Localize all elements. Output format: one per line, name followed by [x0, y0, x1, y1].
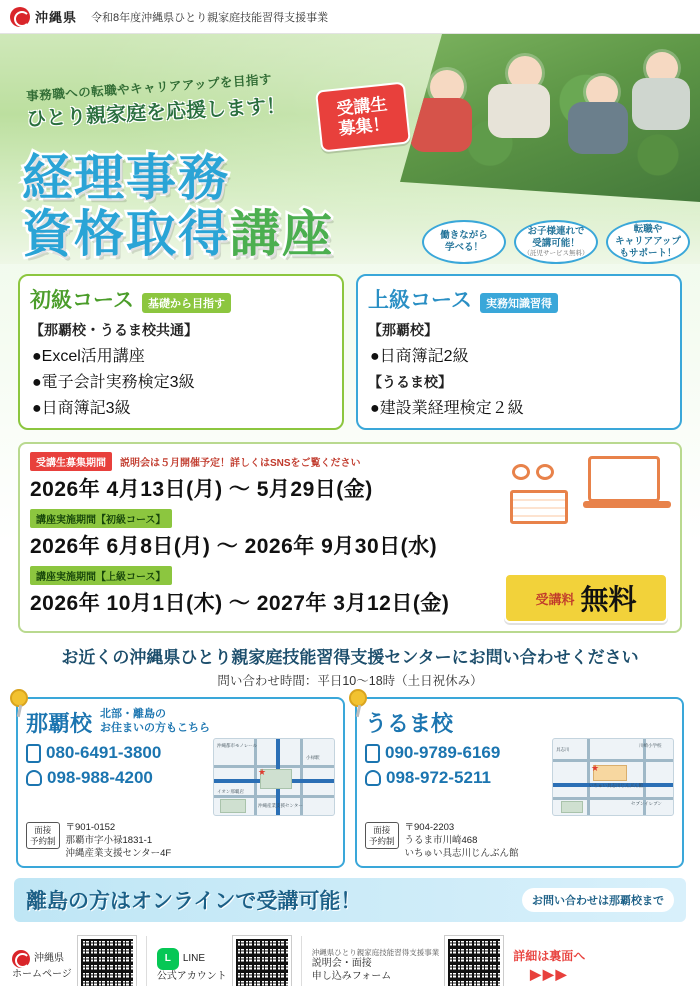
hero-subtitle: ひとり親家庭を応援します！: [25, 95, 287, 131]
hero-feature-bubbles: [422, 220, 690, 264]
pin-icon: [10, 689, 28, 707]
map-label: 具志川: [556, 747, 570, 752]
address-line: 沖縄産業支援センター4F: [65, 847, 172, 859]
laptop-icon: [588, 456, 660, 502]
hero-main-line2: [22, 194, 334, 264]
schedule-row-note: 説明会は５月開催予定！詳しくはSNSをご覧ください: [120, 458, 361, 469]
footer-sublabel: 公式アカウント: [156, 970, 227, 982]
schedule-row-date: 2026年 6月8日(月) ～ 2026年 9月30日(水): [30, 535, 438, 558]
footer-divider: [146, 936, 147, 986]
hero-main-line1: 経理事務: [22, 150, 230, 206]
school-card-naha: [16, 697, 345, 868]
course-group-label: 【那覇校】: [368, 322, 438, 338]
course-title: 上級コース: [368, 289, 472, 312]
header-title: 令和8年度沖縄県ひとり親家庭技能習得支援事業: [91, 11, 329, 24]
course-item: ●建設業経理検定２級: [370, 400, 524, 417]
phone-number[interactable]: 098-988-4200: [47, 768, 153, 787]
schedule-row-header: [30, 566, 492, 585]
hero-photo-children: [400, 34, 700, 202]
qr-code-pref-site[interactable]: [78, 936, 136, 986]
address-line: 〒904-2203: [404, 822, 455, 833]
course-group-label: 【うるま校】: [368, 374, 452, 390]
feature-bubble: [422, 220, 506, 264]
qr-code-form[interactable]: [445, 936, 503, 986]
school-name: うるま校: [365, 711, 454, 736]
footer-sublabel: 申し込みフォーム: [311, 971, 392, 983]
schedule-row-label: 受講生募集期間: [30, 452, 112, 471]
online-banner-text: 離島の方はオンラインで受講可能！: [26, 890, 362, 914]
schedule-rows: [30, 452, 492, 623]
schedule-section: [18, 442, 682, 633]
pin-icon: [349, 689, 367, 707]
photo-child-body: [568, 102, 628, 154]
bubble-line1: 転職や: [633, 224, 663, 236]
map-label: 川崎小学校: [639, 743, 662, 748]
school-body: [365, 738, 674, 816]
feature-bubble: [514, 220, 598, 264]
hero-tagline: 事務職への転職やキャリアアップを目指す: [25, 72, 273, 104]
schedule-row-label: 講座実施期間【上級コース】: [30, 566, 172, 585]
course-header: [368, 284, 670, 314]
reservation-note-line1: 面接: [34, 825, 52, 835]
phone-row[interactable]: [26, 768, 207, 788]
school-address: [405, 822, 519, 860]
photo-child-body: [632, 78, 690, 130]
footer-item-line[interactable]: [157, 936, 291, 986]
school-contact: [26, 738, 207, 816]
school-note-line2: お住まいの方もこちら: [100, 722, 211, 735]
course-item: ●日商簿記3級: [32, 400, 131, 417]
reservation-note-line2: 予約制: [30, 835, 56, 846]
pref-name: 沖縄県: [35, 10, 78, 25]
phone-number[interactable]: 080-6491-3800: [46, 743, 162, 762]
map-label: イオン那覇店: [217, 789, 244, 794]
schedule-row-date: 2026年 4月13日(月) ～ 5月29日(金): [30, 478, 373, 501]
page-footer: [0, 930, 700, 986]
phone-number[interactable]: 098-972-5211: [386, 768, 491, 787]
pref-logo: [10, 7, 77, 27]
address-line: いちゅい具志川じんぶん館: [404, 847, 519, 859]
schedule-illustration-area: [500, 452, 670, 623]
bubble-line2: 受講可能！: [532, 237, 580, 249]
free-badge-value: 無料: [580, 584, 637, 615]
bubble-line3: もサポート！: [619, 247, 677, 259]
glasses-icon: [512, 464, 562, 482]
course-header: [30, 284, 332, 314]
bubble-line1: 働きながら: [440, 230, 488, 242]
school-header: [365, 707, 674, 738]
footer-label: LINE: [182, 953, 206, 965]
footer-divider: [301, 936, 302, 986]
reservation-note: [365, 822, 399, 849]
bubble-line1: お子様連れで: [527, 226, 585, 238]
map-uruma: ★ 川崎小学校 具志川 いちゅい具志川じんぶん館 セブンイレブン: [552, 738, 674, 816]
course-card-advanced: [356, 274, 682, 430]
online-banner: [14, 878, 686, 922]
photo-child-body: [488, 84, 550, 138]
map-label: 沖縄産業支援センター: [258, 803, 303, 808]
map-label: セブンイレブン: [631, 801, 662, 806]
schedule-row-header: [30, 452, 492, 471]
phone-row[interactable]: [26, 743, 207, 763]
school-address-row: [26, 822, 335, 860]
recruiting-badge-line2: 募集！: [337, 114, 391, 139]
school-card-uruma: [355, 697, 684, 868]
free-tuition-badge: [504, 573, 668, 623]
footer-sublabel: ホームページ: [12, 968, 72, 980]
school-address: [66, 822, 172, 860]
bubble-line2: キャリアアップ: [615, 236, 681, 248]
recruiting-badge: [315, 81, 411, 152]
notebook-icon: [510, 490, 568, 524]
reservation-note-line1: 面接: [373, 825, 391, 835]
hero-main-line2-b: 講座: [230, 206, 334, 262]
reservation-note-line2: 予約制: [369, 835, 395, 846]
okinawa-pref-mark-icon: [12, 950, 30, 968]
school-note-line1: 北部・離島の: [100, 708, 167, 720]
contact-hours: 問い合わせ時間：平日10～18時（土日祝休み）: [217, 674, 483, 688]
photo-child-body: [410, 98, 472, 152]
address-line: 〒901-0152: [65, 822, 116, 833]
course-item: ●電子会計実務検定3級: [32, 374, 195, 391]
course-group-label: 【那覇校・うるま校共通】: [30, 322, 198, 338]
page-header: [0, 0, 700, 34]
back-page-arrows: ▶▶▶: [530, 966, 569, 983]
map-naha: ★ 沖縄都市モノレール 小禄駅 イオン那覇店 沖縄産業支援センター: [213, 738, 335, 816]
course-cards: [0, 264, 700, 430]
back-page-notice: [513, 947, 585, 983]
feature-bubble: [606, 220, 690, 264]
schedule-row-label: 講座実施期間【初級コース】: [30, 509, 172, 528]
map-label: 沖縄都市モノレール: [217, 743, 258, 748]
course-card-basic: [18, 274, 344, 430]
course-item: ●日商簿記2級: [370, 348, 469, 365]
bubble-note: （託児サービス無料）: [523, 249, 589, 257]
free-badge-label: 受講料: [535, 591, 575, 607]
bubble-line2: 学べる！: [444, 242, 483, 253]
school-name: 那覇校: [26, 711, 93, 736]
school-note: [100, 707, 210, 736]
phone-number[interactable]: 090-9789-6169: [385, 743, 501, 762]
course-tag: 実務知識習得: [480, 293, 558, 313]
contact-headline: お近くの沖縄県ひとり親家庭技能習得支援センターにお問い合わせください: [61, 648, 639, 667]
online-banner-note: お問い合わせは那覇校まで: [522, 888, 674, 912]
course-tag: 基礎から目指す: [142, 293, 231, 313]
course-item: ●Excel活用講座: [32, 348, 145, 365]
qr-code-line[interactable]: [233, 936, 291, 986]
footer-label: 説明会・面接: [311, 958, 372, 970]
recruiting-badge-line1: 受講生: [335, 94, 389, 120]
landline-phone-icon: [26, 770, 42, 786]
course-title: 初級コース: [30, 289, 134, 312]
line-icon: L: [157, 948, 179, 970]
footer-item-pref-site[interactable]: [12, 936, 136, 986]
address-line: うるま市川崎468: [404, 834, 478, 846]
school-contact: [365, 738, 546, 816]
phone-row[interactable]: [365, 743, 546, 763]
desk-illustration: [506, 454, 666, 540]
back-page-text: 詳細は裏面へ: [513, 949, 586, 964]
schedule-row-date: 2026年 10月1日(木) ～ 2027年 3月12日(金): [30, 592, 450, 615]
school-header: [26, 707, 335, 738]
footer-toplabel: 沖縄県ひとり親家庭技能習得支援事業: [311, 947, 440, 957]
map-label: 小禄駅: [306, 755, 320, 760]
okinawa-pref-mark-icon: [10, 7, 30, 27]
mobile-phone-icon: [26, 744, 41, 763]
school-address-row: [365, 822, 674, 860]
school-body: [26, 738, 335, 816]
phone-row[interactable]: [365, 768, 546, 788]
mobile-phone-icon: [365, 744, 380, 763]
address-line: 那覇市字小禄1831-1: [65, 834, 153, 846]
hero-section: [0, 34, 700, 264]
school-cards: [0, 689, 700, 868]
footer-item-form[interactable]: [312, 936, 504, 986]
footer-label: 沖縄県: [34, 953, 64, 965]
reservation-note: [26, 822, 60, 849]
schedule-row-header: [30, 509, 492, 528]
hero-main-line2-a: 資格取得: [22, 206, 230, 262]
map-label: いちゅい具志川じんぶん館: [589, 783, 643, 788]
landline-phone-icon: [365, 770, 381, 786]
